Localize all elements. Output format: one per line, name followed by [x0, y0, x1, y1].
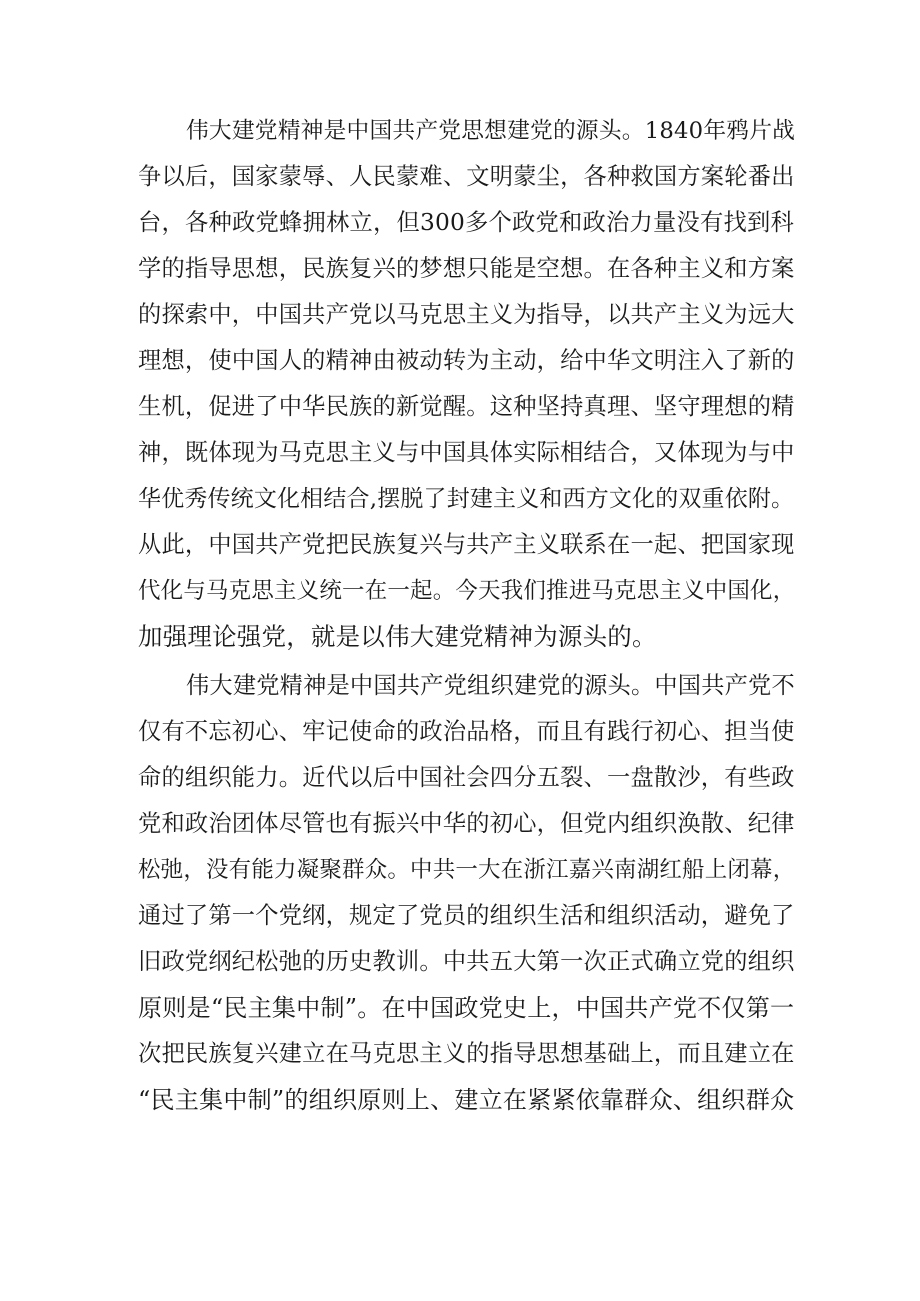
- text-line: 从此，中国共产党把民族复兴与共产主义联系在一起、把国家现: [138, 531, 795, 558]
- text-line: 次把民族复兴建立在马克思主义的指导思想基础上，而且建立在: [138, 1040, 795, 1067]
- text-line: 学的指导思想，民族复兴的梦想只能是空想。在各种主义和方案: [138, 255, 795, 282]
- text-line: 仅有不忘初心、牢记使命的政治品格，而且有践行初心、担当使: [138, 718, 795, 745]
- text-line: 松弛，没有能力凝聚群众。中共一大在浙江嘉兴南湖红船上闭幕，: [138, 857, 796, 883]
- text-line: 神，既体现为马克思主义与中国具体实际相结合，又体现为与中: [138, 439, 795, 466]
- text-line: 生机，促进了中华民族的新觉醒。这种坚持真理、坚守理想的精: [138, 393, 795, 420]
- text-line: 原则是“民主集中制”。在中国政党史上，中国共产党不仅第一: [138, 994, 795, 1022]
- text-line: 加强理论强党，就是以伟大建党精神为源头的。: [138, 622, 657, 651]
- text-line: 命的组织能力。近代以后中国社会四分五裂、一盘散沙，有些政: [138, 764, 795, 791]
- text-line: 争以后，国家蒙辱、人民蒙难、文明蒙尘，各种救国方案轮番出: [138, 163, 795, 190]
- text-line: “民主集中制”的组织原则上、建立在紧紧依靠群众、组织群众: [138, 1086, 795, 1114]
- text-line: 伟大建党精神是中国共产党思想建党的源头。1840年鸦片战: [186, 118, 796, 144]
- text-line: 华优秀传统文化相结合,摆脱了封建主义和西方文化的双重依附。: [138, 486, 795, 512]
- text-line: 旧政党纲纪松弛的历史教训。中共五大第一次正式确立党的组织: [138, 948, 795, 975]
- text-line: 的探索中，中国共产党以马克思主义为指导，以共产主义为远大: [138, 301, 795, 328]
- text-line: 台，各种政党蜂拥林立，但300多个政党和政治力量没有找到科: [138, 209, 794, 236]
- text-line: 理想，使中国人的精神由被动转为主动，给中华文明注入了新的: [138, 347, 795, 374]
- text-line: 通过了第一个党纲，规定了党员的组织生活和组织活动，避免了: [138, 902, 795, 929]
- text-line: 伟大建党精神是中国共产党组织建党的源头。中国共产党不: [186, 672, 795, 699]
- text-line: 党和政治团体尽管也有振兴中华的初心，但党内组织涣散、纪律: [138, 810, 795, 837]
- text-line: 代化与马克思主义统一在一起。今天我们推进马克思主义中国化，: [138, 578, 796, 604]
